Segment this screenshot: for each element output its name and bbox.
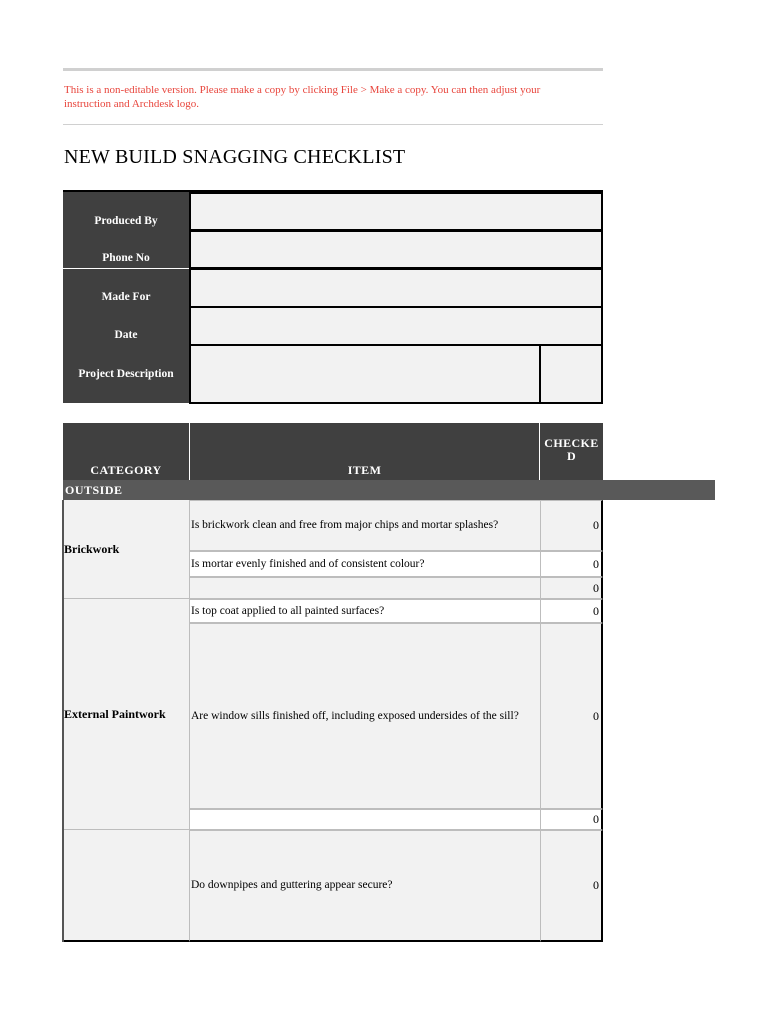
table-left-border (62, 500, 64, 942)
checked-header (540, 423, 603, 480)
table-row-checked[interactable]: 0 (540, 623, 603, 809)
table-row-item[interactable]: Do downpipes and guttering appear secure? (189, 830, 540, 942)
project-description-label: Project Description (63, 345, 189, 403)
table-row-item[interactable]: Is mortar evenly finished and of consistent colour? (189, 551, 540, 577)
item-header: ITEM (190, 423, 539, 480)
top-border (63, 68, 603, 71)
category-gutters (63, 830, 189, 942)
table-row-item[interactable] (189, 809, 540, 830)
made-for-label: Made For (63, 269, 189, 307)
checked-header-line-1: CHECKE (544, 436, 599, 450)
table-row-checked[interactable]: 0 (540, 809, 603, 830)
table-row-item[interactable]: Is brickwork clean and free from major chips and mortar splashes? (189, 500, 540, 551)
checked-header-line-2: D (566, 449, 577, 463)
table-row-checked[interactable]: 0 (540, 830, 603, 942)
table-row-checked[interactable]: 0 (540, 599, 603, 623)
category-header: CATEGORY (63, 423, 189, 480)
produced-by-field[interactable] (189, 192, 603, 231)
notice-separator (63, 124, 603, 125)
made-for-field[interactable] (189, 268, 603, 308)
phone-no-label: Phone No (63, 231, 189, 268)
table-row-checked[interactable]: 0 (540, 500, 603, 551)
project-description-extra-cell[interactable] (539, 344, 603, 404)
edit-notice (64, 83, 604, 113)
category-external-paintwork: External Paintwork (63, 599, 189, 830)
table-row-item[interactable]: Is top coat applied to all painted surfaces? (189, 599, 540, 623)
table-row-item[interactable] (189, 577, 540, 599)
edit-notice-line-2: instruction and Archdesk logo. (64, 98, 200, 110)
table-row-item[interactable]: Are window sills finished off, including exposed undersides of the sill? (189, 623, 540, 809)
produced-by-label: Produced By (63, 192, 189, 231)
section-outside: OUTSIDE (63, 480, 715, 500)
project-description-field[interactable] (189, 344, 541, 404)
phone-no-field[interactable] (189, 230, 603, 269)
edit-notice-line-1: This is a non-editable version. Please make a copy by clicking File > Make a copy. You can then adjust your (64, 84, 541, 96)
table-row-checked[interactable]: 0 (540, 577, 603, 599)
page-title: NEW BUILD SNAGGING CHECKLIST (64, 146, 406, 168)
date-field[interactable] (189, 306, 603, 346)
date-label: Date (63, 307, 189, 345)
category-brickwork: Brickwork (63, 500, 189, 599)
table-row-checked[interactable]: 0 (540, 551, 603, 577)
